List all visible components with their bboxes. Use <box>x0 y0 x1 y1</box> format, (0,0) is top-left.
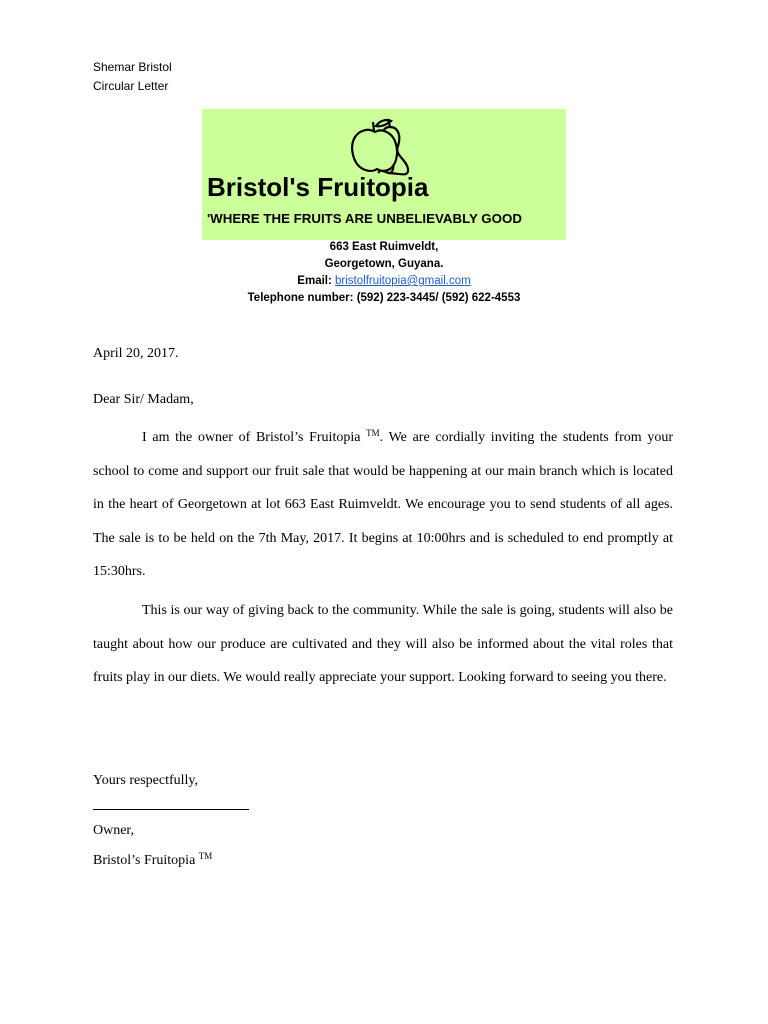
logo-graphic <box>202 109 566 240</box>
fruitopia-logo <box>202 109 566 240</box>
salutation: Dear Sir/ Madam, <box>93 392 194 407</box>
logo-tagline: 'WHERE THE FRUITS ARE UNBELIEVABLY GOOD <box>207 211 522 226</box>
document-type: Circular Letter <box>93 79 169 93</box>
email-label: Email: <box>297 275 332 287</box>
phone-label: Telephone number: <box>247 292 354 304</box>
phone-line <box>200 290 568 307</box>
p1-text-start: I am the owner of Bristol’s Fruitopia <box>142 430 367 445</box>
letter-header <box>93 58 172 96</box>
email-line <box>200 273 568 290</box>
address-city: Georgetown, Guyana. <box>324 258 444 270</box>
p1-text-end: . We are cordially inviting the students from your school to come and support our fruit sale that would be happening at our main branch which is located in the heart of Georgetown at lot 663 East Ruimveldt. We encourage you to send students of all ages. The sale is to be held on the 7th May, 2017. It begins at 10:00hrs and is scheduled to end promptly at 15:30hrs. <box>93 430 673 579</box>
email-link[interactable]: bristolfruitopia@gmail.com <box>335 275 471 287</box>
p2-text: This is our way of giving back to the community. While the sale is going, students will also be taught about how our produce are cultivated and they will also be informed about the vital roles that fruits play in our diets. We would really appreciate your support. Looking forward to seeing you there. <box>93 603 673 685</box>
paragraph-2 <box>93 594 673 695</box>
signature-name: Bristol’s Fruitopia <box>93 853 199 868</box>
signature-line <box>93 809 249 810</box>
author-name: Shemar Bristol <box>93 60 172 74</box>
signature-name-line <box>93 851 212 869</box>
closing: Yours respectfully, <box>93 773 198 788</box>
signature-trademark: TM <box>198 851 213 861</box>
address-street: 663 East Ruimveldt, <box>329 241 439 253</box>
logo-brand-name: Bristol's Fruitopia <box>207 172 429 202</box>
paragraph-1 <box>93 417 673 589</box>
phone-number: (592) 223-3445/ (592) 622-4553 <box>356 292 521 304</box>
letter-date: April 20, 2017. <box>93 346 179 361</box>
company-address <box>200 239 568 307</box>
trademark-mark: TM <box>366 428 380 438</box>
signature-role: Owner, <box>93 823 135 838</box>
